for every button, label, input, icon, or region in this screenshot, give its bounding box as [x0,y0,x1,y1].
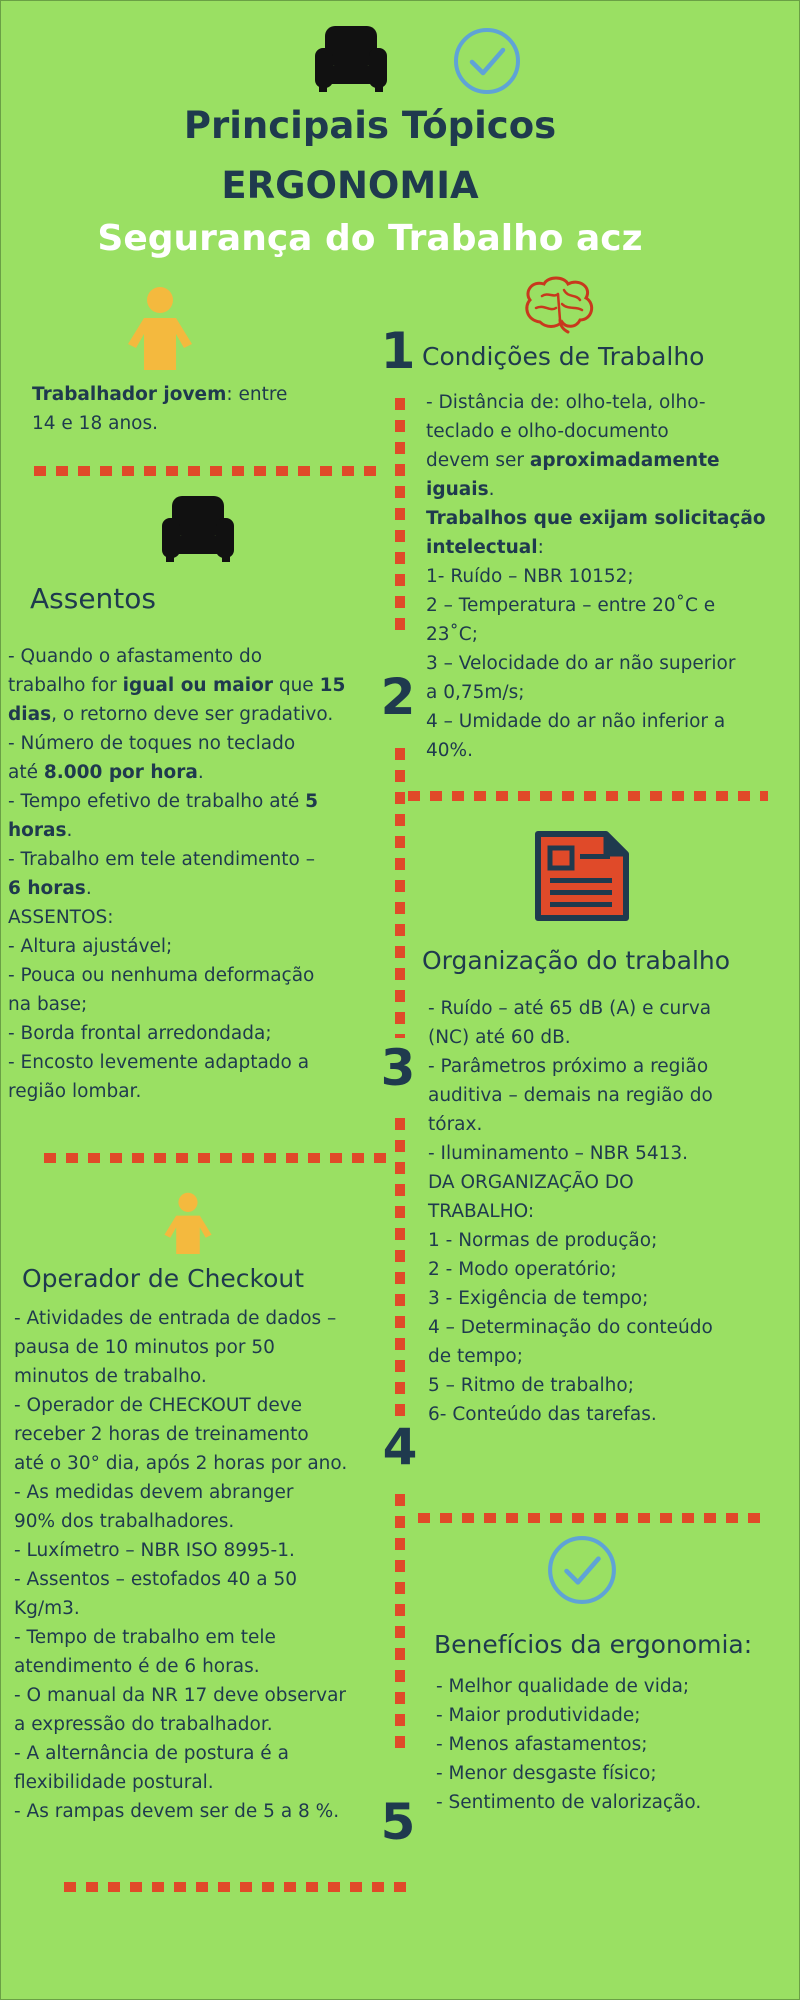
title-line-2: ERGONOMIA [221,164,479,207]
list-item: - As medidas devem abranger [14,1482,294,1503]
list-item: a expressão do trabalhador. [14,1714,273,1735]
person-icon [122,286,198,370]
list-item: pausa de 10 minutos por 50 [14,1337,275,1358]
list-item: atendimento é de 6 horas. [14,1656,260,1677]
organizacao-heading: Organização do trabalho [422,946,731,975]
number-4: 4 [382,1418,418,1476]
title-line-3: Segurança do Trabalho acz [97,218,643,259]
armchair-icon [162,496,234,562]
list-item: tórax. [428,1114,483,1135]
list-item: 90% dos trabalhadores. [14,1511,235,1532]
list-item: 5 – Ritmo de trabalho; [428,1375,634,1396]
list-item: - Sentimento de valorização. [436,1792,702,1813]
list-item: - Maior produtividade; [436,1705,641,1726]
list-item: de tempo; [428,1346,523,1367]
list-item: - Assentos – estofados 40 a 50 [14,1569,298,1590]
list-item: flexibilidade postural. [14,1772,214,1793]
list-item: - Operador de CHECKOUT deve [14,1395,303,1416]
list-item: - Parâmetros próximo a região [428,1056,709,1077]
check-circle-icon [546,1534,618,1606]
checkout-heading: Operador de Checkout [22,1264,305,1293]
list-item: - Ruído – até 65 dB (A) e curva [428,998,712,1019]
list-item: 6- Conteúdo das tarefas. [428,1404,657,1425]
dashed-divider [408,791,768,801]
organizacao-list [428,994,713,1429]
condicoes-text: - Distância de: olho-tela, olho- teclado e olho-documento devem ser aproximadamente iguais. Trabalhos que exijam solicitação intelectual: 1- Ruído – NBR 10152; 2 – Temperatura – entre 20˚C e 23˚C; 3 – Velocidade do ar não superior a 0,75m/s; 4 – Umidade do ar não inferior a 40%. [426,392,766,761]
person-icon [160,1192,216,1254]
list-item: 3 - Exigência de tempo; [428,1288,649,1309]
list-item: - Iluminamento – NBR 5413. [428,1143,689,1164]
title-line-1: Principais Tópicos [183,104,557,147]
armchair-icon [315,26,387,92]
dashed-divider-vertical [395,398,405,630]
list-item: receber 2 horas de treinamento [14,1424,309,1445]
checkout-list [14,1304,347,1826]
beneficios-list [436,1672,701,1817]
list-item: 4 – Determinação do conteúdo [428,1317,713,1338]
assentos-heading: Assentos [30,582,156,615]
list-item: Kg/m3. [14,1598,80,1619]
list-item: minutos de trabalho. [14,1366,207,1387]
list-item: 2 - Modo operatório; [428,1259,617,1280]
list-item: - Atividades de entrada de dados – [14,1308,337,1329]
number-2: 2 [380,668,416,726]
list-item: auditiva – demais na região do [428,1085,713,1106]
dashed-divider-vertical [395,1494,405,1752]
dashed-divider [34,466,382,476]
dashed-divider-vertical [395,748,405,1038]
list-item: DA ORGANIZAÇÃO DO [428,1172,634,1193]
jovem-text: Trabalhador jovem: entre 14 e 18 anos. [32,384,288,434]
list-item: - Menor desgaste físico; [436,1763,657,1784]
number-3: 3 [380,1039,416,1097]
list-item: - O manual da NR 17 deve observar [14,1685,347,1706]
dashed-divider [64,1882,410,1892]
list-item: (NC) até 60 dB. [428,1027,571,1048]
condicoes-heading: Condições de Trabalho [422,342,705,371]
check-circle-icon [452,26,522,96]
brain-icon [520,274,598,334]
list-item: TRABALHO: [428,1201,535,1222]
list-item: - A alternância de postura é a [14,1743,289,1764]
number-5: 5 [380,1793,416,1851]
list-item: até o 30° dia, após 2 horas por ano. [14,1453,348,1474]
dashed-divider-vertical [395,1118,405,1418]
list-item: - Melhor qualidade de vida; [436,1676,690,1697]
list-item: - As rampas devem ser de 5 a 8 %. [14,1801,340,1822]
dashed-divider [44,1153,390,1163]
beneficios-heading: Benefícios da ergonomia: [434,1630,753,1659]
list-item: - Menos afastamentos; [436,1734,648,1755]
dashed-divider [418,1513,766,1523]
assentos-text: - Quando o afastamento do trabalho for igual ou maior que 15 dias, o retorno deve ser gradativo. - Número de toques no teclado até 8.000 por hora. - Tempo efetivo de trabalho até 5 horas. - Trabalho em tele atendimento – 6 horas. ASSENTOS: - Altura ajustável; - Pouca ou nenhuma deformação na base; - Borda frontal arredondada; - Encosto levemente adaptado a região lombar. [8,646,346,1102]
list-item: - Tempo de trabalho em tele [14,1627,276,1648]
number-1: 1 [380,322,416,380]
list-item: - Luxímetro – NBR ISO 8995-1. [14,1540,295,1561]
document-icon [532,828,632,924]
list-item: 1 - Normas de produção; [428,1230,658,1251]
